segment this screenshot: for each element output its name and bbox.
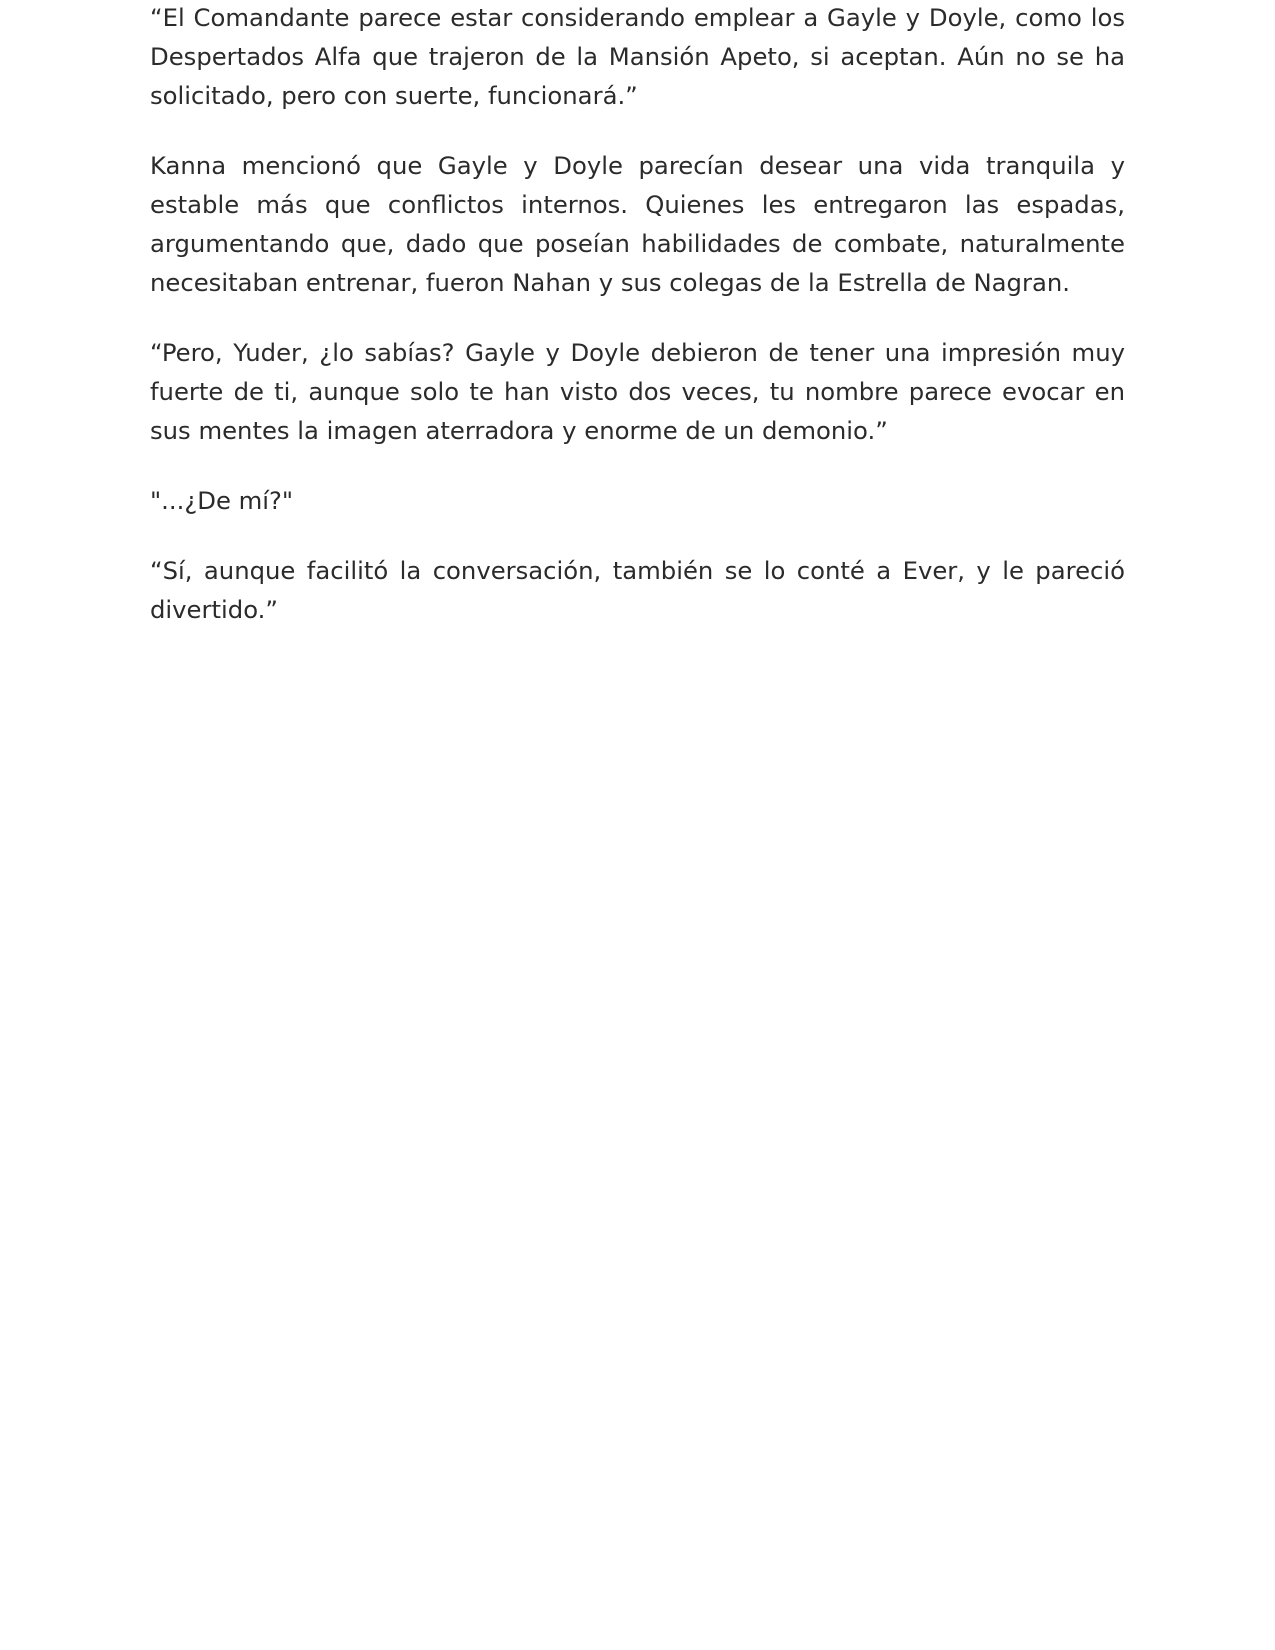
paragraph-4: "...¿De mí?" — [150, 486, 294, 515]
document-page — [150, 0, 1125, 1650]
paragraph-3: “Pero, Yuder, ¿lo sabías? Gayle y Doyle debieron de tener una impresión muy fuerte de ti, aunque solo te han visto dos veces, tu nombre parece evocar en sus mentes la imagen aterradora y enorme de un demonio.” — [150, 338, 1125, 445]
paragraph-5: “Sí, aunque facilitó la conversación, también se lo conté a Ever, y le pareció divertido.” — [150, 556, 1125, 624]
paragraph-2: Kanna mencionó que Gayle y Doyle parecían desear una vida tranquila y estable más que conflictos internos. Quienes les entregaron las espadas, argumentando que, dado que poseían habilidades de combate, naturalmente necesitaban entrenar, fueron Nahan y sus colegas de la Estrella de Nagran. — [150, 151, 1125, 297]
paragraph-1: “El Comandante parece estar considerando emplear a Gayle y Doyle, como los Despertados Alfa que trajeron de la Mansión Apeto, si aceptan. Aún no se ha solicitado, pero con suerte, funcionará.” — [150, 3, 1125, 110]
